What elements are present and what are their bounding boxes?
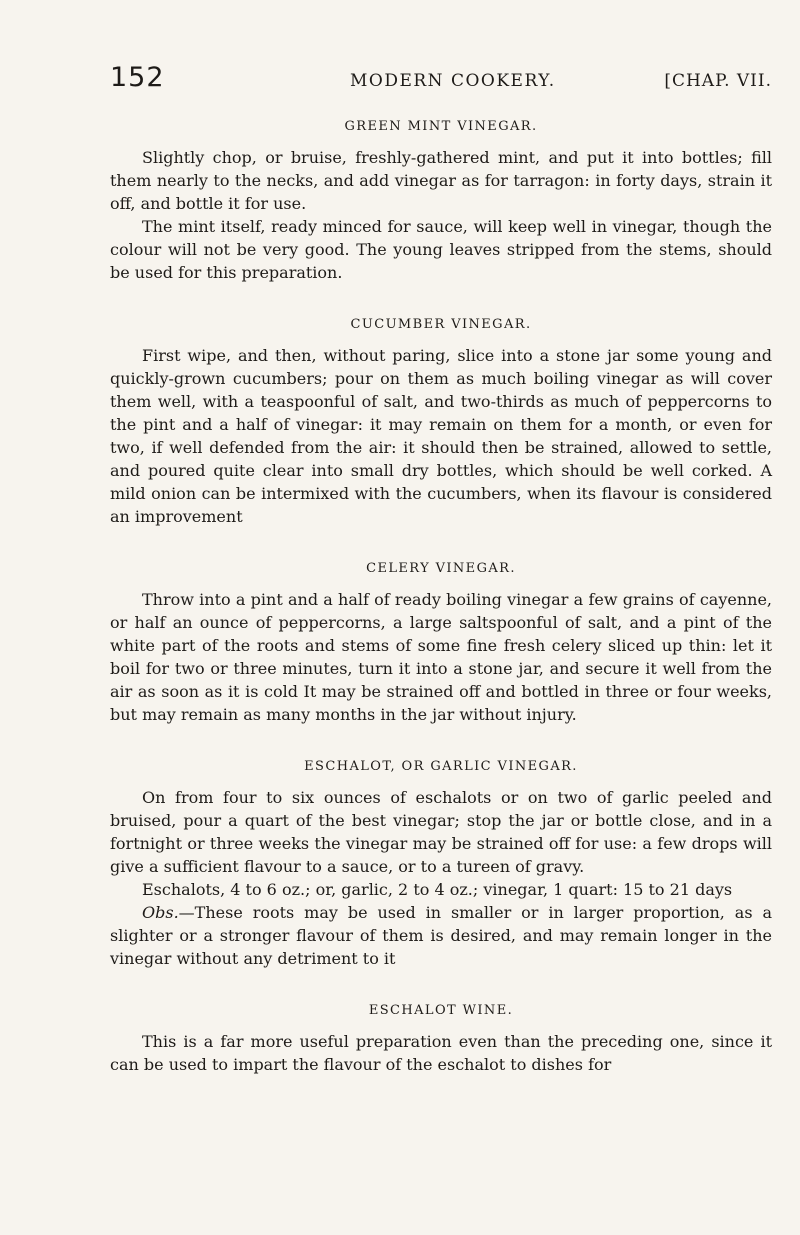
section-heading: CELERY VINEGAR.: [366, 561, 516, 576]
section-heading: CUCUMBER VINEGAR.: [350, 317, 532, 332]
section-heading: GREEN MINT VINEGAR.: [344, 119, 538, 134]
running-head: [110, 62, 772, 102]
section-green-mint-vinegar: [110, 116, 772, 284]
paragraph: On from four to six ounces of eschalots or on two of garlic peeled and bruised, pour a quart of the best vinegar; stop the jar or bottle close, and in a fortnight or three weeks the vinegar may be strained off for use: a few drops will give a sufficient flavour to a sauce, or to a tureen of gravy.: [110, 788, 772, 876]
page-content: [110, 116, 772, 1076]
section-celery-vinegar: [110, 558, 772, 726]
obs-label: Obs.: [142, 903, 179, 922]
section-eschalot-garlic-vinegar: [110, 756, 772, 970]
obs-paragraph: [110, 901, 772, 970]
obs-text: —These roots may be used in smaller or in larger proportion, as a slighter or a stronger flavour of them is desired, and may remain longer in the vinegar without any detriment to it: [110, 903, 772, 968]
running-title: MODERN COOKERY.: [350, 71, 556, 91]
paragraph: Eschalots, 4 to 6 oz.; or, garlic, 2 to 4 oz.; vinegar, 1 quart: 15 to 21 days: [142, 880, 733, 899]
chapter-label: [CHAP. VII.: [664, 71, 772, 91]
section-heading: ESCHALOT WINE.: [368, 1003, 514, 1018]
paragraph: First wipe, and then, without paring, slice into a stone jar some young and quickly-grown cucumbers; pour on them as much boiling vinegar as will cover them well, with a teaspoonful of salt, and two-thirds as much of peppercorns to the pint and a half of vinegar: it may remain on them for a month, or even for two, if well defended from the air: it should then be strained, allowed to settle, and poured quite clear into small dry bottles, which should be well corked. A mild onion can be intermixed with the cucumbers, when its flavour is considered an improvement: [110, 346, 772, 526]
paragraph: Throw into a pint and a half of ready boiling vinegar a few grains of cayenne, or half an ounce of peppercorns, a large saltspoonful of salt, and a pint of the white part of the roots and stems of some fine fresh celery sliced up thin: let it boil for two or three minutes, turn it into a stone jar, and secure it well from the air as soon as it is cold It may be strained off and bottled in three or four weeks, but may remain as many months in the jar without injury.: [110, 590, 772, 724]
paragraph: The mint itself, ready minced for sauce, will keep well in vinegar, though the colour will not be very good. The young leaves stripped from the stems, should be used for this preparation.: [110, 217, 772, 282]
paragraph: Slightly chop, or bruise, freshly-gathered mint, and put it into bottles; fill them nearly to the necks, and add vinegar as for tarragon: in forty days, strain it off, and bottle it for use.: [110, 148, 772, 213]
section-eschalot-wine: [110, 1000, 772, 1076]
page-number: 152: [110, 62, 165, 93]
paragraph: This is a far more useful preparation even than the preceding one, since it can be used to impart the flavour of the eschalot to dishes for: [110, 1032, 772, 1074]
section-heading: ESCHALOT, OR GARLIC VINEGAR.: [304, 759, 578, 774]
section-cucumber-vinegar: [110, 314, 772, 528]
